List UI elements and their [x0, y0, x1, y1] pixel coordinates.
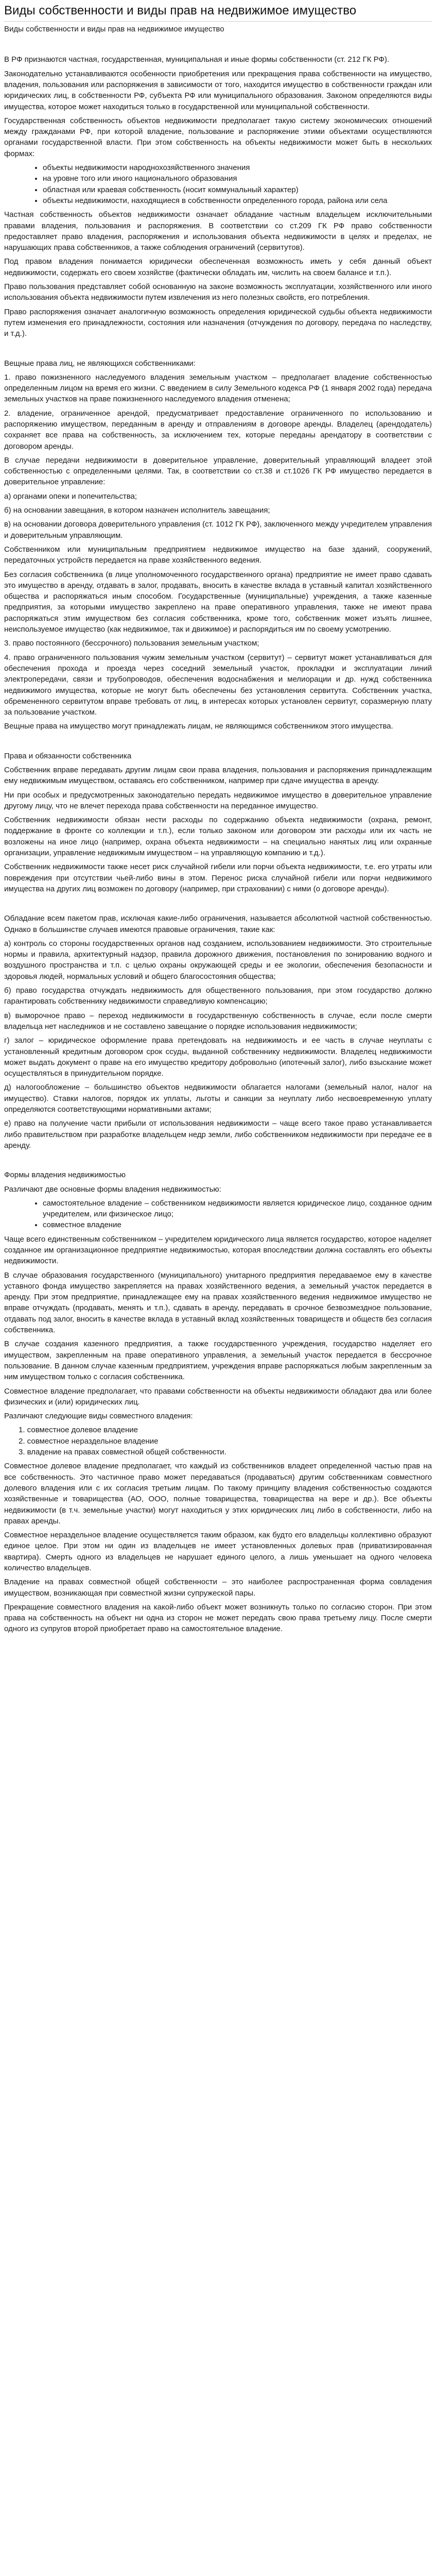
numbered-item: 2. совместное нераздельное владение — [19, 1436, 159, 1446]
list-item: • самостоятельное владение – собственником недвижимости является юридическое лицо, созданное одним учредителем, или физическое лицо; — [43, 1198, 432, 1220]
paragraph: Вещные права на имущество могут принадлежать лицам, не являющимся собственником этого имущества. — [4, 722, 393, 731]
paragraph: Совместное долевое владение предполагает, что каждый из собственников владеет определенной частью прав на все собственность. Это частичное право может передаваться (продаваться) другим собственникам совместного долевого владения или с их согласия третьим лицам. По такому принципу владения собственностью создаются хозяйственные и товарищества (АО, ООО, полные товарищества, товарищества на вере и др.). Все объекты недвижимости (в т.ч. земельные участки) могут находиться у этих юридических лиц либо в собственности, либо на правах аренды. — [4, 1462, 432, 1526]
paragraph: Собственник вправе передавать другим лицам свои права владения, пользования и распоряжения принадлежащим ему недвижимым имуществом, оставаясь его собственником, например при сдаче имущества в аренду. — [4, 766, 432, 786]
paragraph: Права и обязанности собственника — [4, 751, 132, 760]
section-spacer — [4, 343, 432, 358]
list-item: • на уровне того или иного национального образования — [43, 173, 432, 184]
list-item: • объекты недвижимости народнохозяйственного значения — [43, 162, 432, 173]
paragraph: Формы владения недвижимостью — [4, 1171, 126, 1180]
paragraph: Законодательно устанавливаются особенности приобретения или прекращения права собственности на имущество, владения, пользования или распоряжения в зависимости от того, находится имущество в собственности граждан или юридических лиц, в собственности РФ, субъекта РФ или муниципального образования. Законом определяются виды имущества, которое может находиться только в государственной или муниципальной собственности. — [4, 69, 432, 111]
paragraph: Совместное нераздельное владение осуществляется таким образом, как будто его владельцы коллективно образуют единое целое. При этом ни один из владельцев не имеет установленных долевых прав (приватизированная квартира). Смерть одного из владельцев не нарушает единого целого, а лишь уменьшает на одного человека количество владельцев. — [4, 1531, 432, 1572]
paragraph: Собственник недвижимости обязан нести расходы по содержанию объекта недвижимости (охрана, ремонт, поддержание в фронте со коллекции и т.п.), если только законом или договором эти расходы или их часть не возложены на иное лицо (например, охрана объекта недвижимости – на специально нанятых лиц или охранные организации, управление недвижимым имуществом – на управляющую компанию и т.д.). — [4, 816, 432, 858]
paragraph: В случае образования государственного (муниципального) унитарного предприятия передаваемое ему в качестве уставного фонда имущество закрепляется на правах хозяйственного ведения, а земельный участок передается в аренду. При этом предприятие, принадлежащее ему на правах хозяйственного ведения недвижимое имущество не вправе отчуждать (продавать, менять и т.п.), сдавать в аренду, передавать в срочное безвозмездное пользование, отдавать под залог, вносить в качестве вклада в уставный вклад хозяйственных товариществ и обществ без согласия собственника. — [4, 1270, 432, 1335]
section-real-rights — [4, 358, 432, 732]
list-item: • объекты недвижимости, находящиеся в собственности определенного города, района или села — [43, 195, 432, 206]
paragraph: Совместное владение предполагает, что правами собственности на объекты недвижимости обладают два или более физических и (или) юридических лиц. — [4, 1386, 432, 1406]
page-title: Виды собственности и виды прав на недвижимое имущество — [4, 2, 432, 22]
section-ownership-forms — [4, 1170, 432, 1635]
numbered-item: 1. совместное долевое владение — [19, 1426, 138, 1435]
paragraph: Собственником или муниципальным предприятием недвижимое имущество на базе зданий, сооружений, передаточных устройств передается на праве хозяйственного ведения. — [4, 545, 432, 565]
paragraph: 2. владение, ограниченное арендой, предусматривает предоставление ограниченного по использованию и распоряжению имуществом, переданным в аренду и отправлениям в договоре аренды. Владелец (арендодатель) сохраняет все права на собственность, за исключением тех, которые переданы арендатору в соответствии с договором аренды. — [4, 409, 432, 451]
paragraph: Вещные права лиц, не являющихся собственниками: — [4, 359, 196, 368]
paragraph: Прекращение совместного владения на какой-либо объект может возникнуть только по согласию сторон. При этом права на собственность на объект ни одна из сторон не может передать свою права третьему лицу. После смерти одного из супругов второй приобретает право на самостоятельное владение. — [4, 1602, 432, 1634]
paragraph: в) на основании договора доверительного управления (ст. 1012 ГК РФ), заключенного между учредителем управления и доверительным управляющим. — [4, 520, 432, 540]
paragraph: Под правом владения понимается юридически обеспеченная возможность иметь у себя данный объект недвижимости, содержать его своем хозяйстве (фактически обладать им, числить на своем балансе и т.п.). — [4, 257, 432, 277]
paragraph: а) органами опеки и попечительства; — [4, 492, 137, 501]
paragraph: б) право государства отчуждать недвижимость для общественного пользования, при этом государство должно гарантировать собственнику недвижимости справедливую компенсацию; — [4, 986, 432, 1006]
numbered-item: 3. владение на правах совместной общей собственности. — [19, 1448, 226, 1457]
paragraph: д) налогообложение – большинство объектов недвижимости облагается налогами (земельный налог, налог на имущество). Ставки налогов, порядок их уплаты, льготы и санкции за неуплату либо несвоевременную уплату определяются соответствующими нормативными актами; — [4, 1083, 432, 1114]
paragraph: Различают две основные формы владения недвижимостью: — [4, 1184, 221, 1194]
paragraph: Государственная собственность объектов недвижимости предполагает такую систему экономических отношений между гражданами РФ, при которой владение, пользование и распоряжение этими объектами осуществляются органами государственной власти. При этом собственность на объекты недвижимости может быть в нескольких формах: — [4, 116, 432, 158]
section-owner-rights — [4, 751, 432, 1151]
paragraph: Без согласия собственника (в лице уполномоченного государственного органа) предприятие не имеет право сдавать это имущество в аренду, отдавать в залог, продавать, вносить в качестве вклада в уставный капитал хозяйственного общества и распоряжаться иным способом. Государственные (муниципальные) учреждения, а также казенные предприятия, за которыми имущество закреплено на праве оперативного управления, также не имеют права распоряжаться этим имуществом без согласия собственника, кроме того, собственник может изъять лишнее, неиспользуемое имущество (как недвижимое, так и движимое) и распорядиться им по своему усмотрению. — [4, 570, 432, 634]
paragraph: Чаще всего единственным собственником – учредителем юридического лица является государство, которое наделяет созданное им организационное предприятие недвижимостью, которая впоследствии должна составлять его объекты недвижимости. — [4, 1234, 432, 1266]
paragraph: В РФ признаются частная, государственная, муниципальная и иные формы собственности (ст. 212 ГК РФ). — [4, 55, 390, 64]
paragraph: Право пользования представляет собой основанную на законе возможность эксплуатации, хозяйственного или иного использования объекта недвижимости путем извлечения из него полезных свойств, его потребления. — [4, 282, 432, 302]
section-spacer — [4, 897, 432, 913]
paragraph: Обладание всем пакетом прав, исключая какие-либо ограничения, называется абсолютной частной собственностью. Однако в большинстве случаев имеются правовые ограничения, такие как: — [4, 914, 432, 934]
ownership-forms-list — [4, 162, 432, 206]
paragraph: а) контроль со стороны государственных органов над созданием, использованием недвижимости. Это строительные нормы и правила, архитектурный надзор, правила дорожного движения, постановления по зонированию водного и воздушного пространства и т.п. с целью охраны окружающей среды и ее экологии, обеспечения безопасности и здоровья людей, нормальных условий и общего благосостояния общества; — [4, 939, 432, 981]
paragraph: б) на основании завещания, в котором назначен исполнитель завещания; — [4, 506, 270, 515]
section-forms-of-ownership — [4, 54, 432, 339]
paragraph: Ни при особых и предусмотренных законодательно передать недвижимое имущество в доверительное управление другому лицу, что не влечет перехода права собственности на переданное имущество. — [4, 790, 432, 810]
paragraph: В случае создания казенного предприятия, а также государственного учреждения, государство наделяет его имуществом, закрепленным на праве оперативного управления, а земельный участок передается в бессрочное пользование. В данном случае казенным предприятием, учреждения вправе распоряжаться любым закрепленным за ним имуществом только с согласия собственника. — [4, 1340, 432, 1382]
paragraph: Собственник недвижимости также несет риск случайной гибели или порчи объекта недвижимости, т.е. его утраты или повреждения при отсутствии чьей-либо вины в этом. Перенос риска случайной гибели или порчи недвижимого имущества на других лиц возможен по договору (например, при страховании) с ними (о договоре аренды). — [4, 862, 432, 893]
list-item: • областная или краевая собственность (носит коммунальный характер) — [43, 184, 432, 195]
ownership-types-list — [4, 1198, 432, 1231]
list-item: • совместное владение — [43, 1219, 432, 1230]
paragraph: 1. право пожизненного наследуемого владения земельным участком – предполагает владение собственностью определенным лицом на время его жизни. С введением в силу Земельного кодекса РФ (1 января 2002 года) передача земельных участков на праве пожизненного наследуемого владения отменена; — [4, 372, 432, 404]
paragraph: е) право на получение части прибыли от использования недвижимости – чаще всего такое право устанавливается либо правительством при разработке владельцем недр земли, либо собственником недвижимости при передаче ее в аренду. — [4, 1119, 432, 1150]
paragraph: 4. право ограниченного пользования чужим земельным участком (сервитут) – сервитут может устанавливаться для обеспечения прохода и проезда через соседний земельный участок, прокладки и эксплуатации линий электропередачи, связи и трубопроводов, обеспечения водоснабжения и мелиорации и др. нужд собственника недвижимого имущества, которые не могут быть обеспечены без установления сервитута. Собственник участка, обремененного сервитутом вправе требовать от лиц, в интересах которых установлен сервитут, соразмерную плату за пользование участком. — [4, 653, 432, 717]
page-subtitle: Виды собственности и виды прав на недвижимое имущество — [4, 25, 224, 34]
paragraph: В случае передачи недвижимости в доверительное управление, доверительный управляющий владеет этой собственностью с определенными целями. Так, в соответствии со ст.38 и ст.1026 ГК РФ имущество передается в доверительное управление: — [4, 455, 432, 487]
paragraph: Владение на правах совместной общей собственности – это наиболее распространенная форма совладения имуществом, возникающая при совместной жизни супружеской пары. — [4, 1578, 432, 1598]
paragraph: Право распоряжения означает аналогичную возможность определения юридической судьбы объекта недвижимости путем изменения его принадлежности, состояния или назначения (отчуждения по договору, передача по наследству, и т.д.). — [4, 307, 432, 338]
paragraph: 3. право постоянного (бессрочного) пользования земельным участком; — [4, 639, 259, 648]
section-spacer — [4, 735, 432, 751]
paragraph: Различают следующие виды совместного владения: — [4, 1412, 193, 1421]
paragraph: Частная собственность объектов недвижимости означает обладание частным владельцем исключительными правами владения, пользования и распоряжения. В соответствии со ст.209 ГК РФ право собственности предоставляет право владения, распоряжения и использования объекта недвижимости в целях и пределах, не нарушающих права собственников, а также соблюдения ограничений (сервитутов). — [4, 210, 432, 252]
paragraph: в) выморочное право – переход недвижимости в государственную собственность в случае, если после смерти владельца нет наследников и не составлено завещание о порядке использования недвижимости; — [4, 1011, 432, 1031]
section-spacer — [4, 1154, 432, 1170]
paragraph: г) залог – юридическое оформление права претендовать на недвижимость и ее часть в случае неуплаты с установленный кредитным договором срок ссуды, выданной собственнику недвижимости. Владелец недвижимости может выдать документ о праве на его имущество кредитору добровольно (ипотечный залог), либо взыскание может осуществляться в принудительном порядке. — [4, 1036, 432, 1078]
